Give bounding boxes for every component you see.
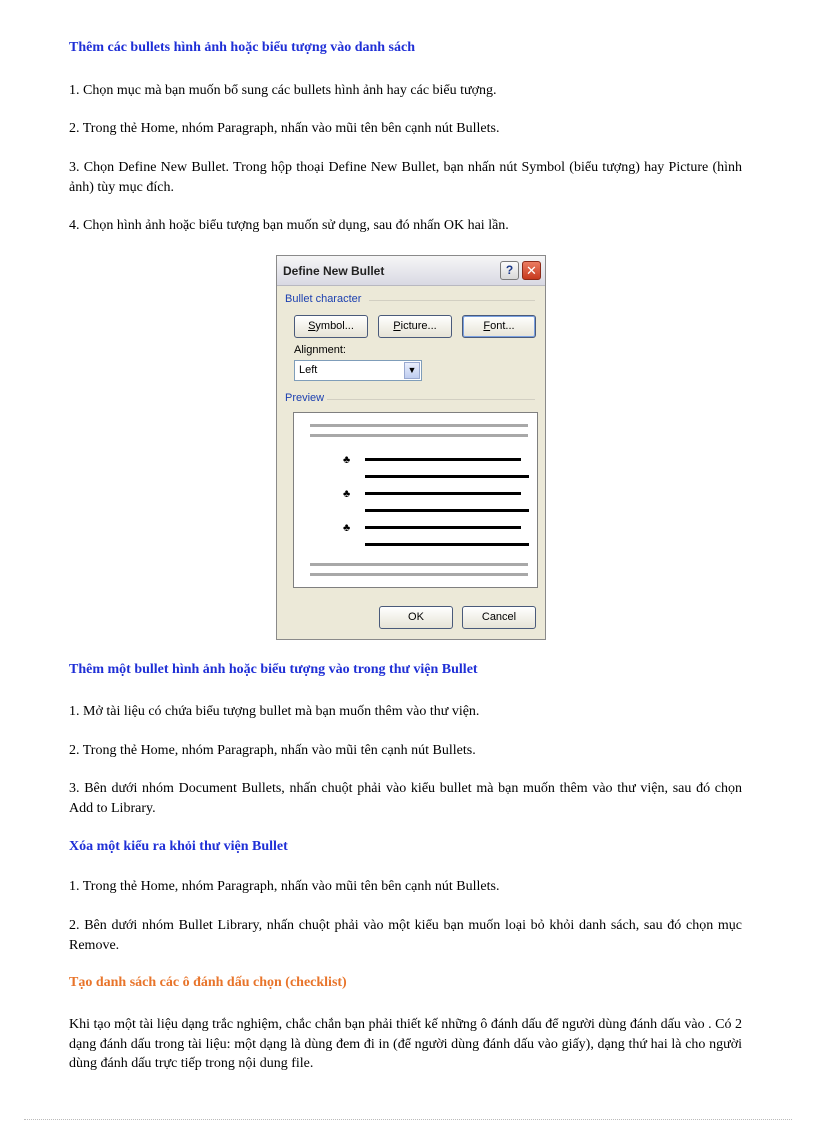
heading-create-checklist: Tạo danh sách các ô đánh dấu chọn (checklist)	[69, 975, 347, 990]
preview-gray-line	[310, 573, 528, 576]
preview-text-line	[365, 492, 521, 495]
preview-gray-line	[310, 434, 528, 437]
font-label: ont...	[490, 320, 515, 332]
define-new-bullet-dialog	[276, 255, 546, 640]
ok-button[interactable]: OK	[379, 606, 453, 629]
picture-button[interactable]	[378, 315, 452, 338]
preview-gray-line	[310, 424, 528, 427]
picture-hotkey: P	[393, 320, 401, 332]
club-bullet-icon: ♣	[343, 454, 351, 466]
help-icon[interactable]: ?	[500, 261, 519, 280]
bullet-preview	[293, 412, 538, 588]
cancel-button[interactable]: Cancel	[462, 606, 536, 629]
alignment-label: Alignment:	[294, 344, 346, 356]
chevron-down-icon[interactable]: ▼	[404, 362, 420, 379]
preview-text-line	[365, 509, 529, 512]
paragraph-step-2: 2. Bên dưới nhóm Bullet Library, nhấn chuột phải vào một kiểu bạn muốn loại bỏ khỏi danh sách, sau đó chọn mục Remove.	[69, 918, 742, 953]
preview-text-line	[365, 475, 529, 478]
symbol-button[interactable]	[294, 315, 368, 338]
club-bullet-icon: ♣	[343, 522, 351, 534]
paragraph-step-1: 1. Chọn mục mà bạn muốn bổ sung các bullets hình ảnh hay các biểu tượng.	[69, 83, 497, 98]
paragraph-step-1: 1. Trong thẻ Home, nhóm Paragraph, nhấn vào mũi tên bên cạnh nút Bullets.	[69, 879, 500, 894]
paragraph-step-3: 3. Chọn Define New Bullet. Trong hộp thoại Define New Bullet, bạn nhấn nút Symbol (biểu tượng) hay Picture (hình ảnh) tùy mục đích.	[69, 160, 742, 195]
dialog-title: Define New Bullet	[283, 264, 385, 278]
font-button[interactable]	[462, 315, 536, 338]
picture-label: icture...	[400, 320, 437, 332]
symbol-label: ymbol...	[315, 320, 354, 332]
dialog-title-bar	[277, 256, 545, 286]
preview-text-line	[365, 543, 529, 546]
group-divider	[327, 399, 535, 400]
club-bullet-icon: ♣	[343, 488, 351, 500]
group-label-bullet-character: Bullet character	[285, 293, 362, 305]
font-hotkey: F	[483, 320, 491, 332]
preview-text-line	[365, 458, 521, 461]
heading-remove-from-library: Xóa một kiểu ra khỏi thư viện Bullet	[69, 839, 288, 854]
symbol-hotkey: S	[308, 320, 316, 332]
paragraph-step-1: 1. Mở tài liệu có chứa biểu tượng bullet mà bạn muốn thêm vào thư viện.	[69, 704, 480, 719]
page-bottom-divider	[24, 1119, 792, 1120]
group-divider	[369, 300, 535, 301]
close-icon[interactable]: ✕	[522, 261, 541, 280]
paragraph-checklist-intro: Khi tạo một tài liệu dạng trắc nghiệm, chắc chắn bạn phải thiết kế những ô đánh dấu để người dùng đánh dấu vào . Có 2 dạng đánh dấu trong tài liệu: một dạng là dùng đem đi in (để người dùng đánh dấu vào giấy), dạng thứ hai là cho người dùng đánh dấu trực tiếp trong nội dung file.	[69, 1017, 742, 1071]
alignment-select[interactable]	[294, 360, 422, 381]
heading-add-bullet-to-library: Thêm một bullet hình ảnh hoặc biểu tượng vào trong thư viện Bullet	[69, 662, 478, 677]
group-label-preview: Preview	[285, 392, 325, 404]
paragraph-step-4: 4. Chọn hình ảnh hoặc biểu tượng bạn muốn sử dụng, sau đó nhấn OK hai lần.	[69, 218, 509, 233]
paragraph-step-2: 2. Trong thẻ Home, nhóm Paragraph, nhấn vào mũi tên bên cạnh nút Bullets.	[69, 121, 500, 136]
alignment-value: Left	[299, 364, 318, 376]
preview-gray-line	[310, 563, 528, 566]
preview-text-line	[365, 526, 521, 529]
paragraph-step-2: 2. Trong thẻ Home, nhóm Paragraph, nhấn vào mũi tên cạnh nút Bullets.	[69, 743, 476, 758]
paragraph-step-3: 3. Bên dưới nhóm Document Bullets, nhấn chuột phải vào kiểu bullet mà bạn muốn thêm vào thư viện, sau đó chọn Add to Library.	[69, 781, 742, 816]
heading-add-picture-symbol-bullets: Thêm các bullets hình ảnh hoặc biểu tượng vào danh sách	[69, 40, 416, 55]
